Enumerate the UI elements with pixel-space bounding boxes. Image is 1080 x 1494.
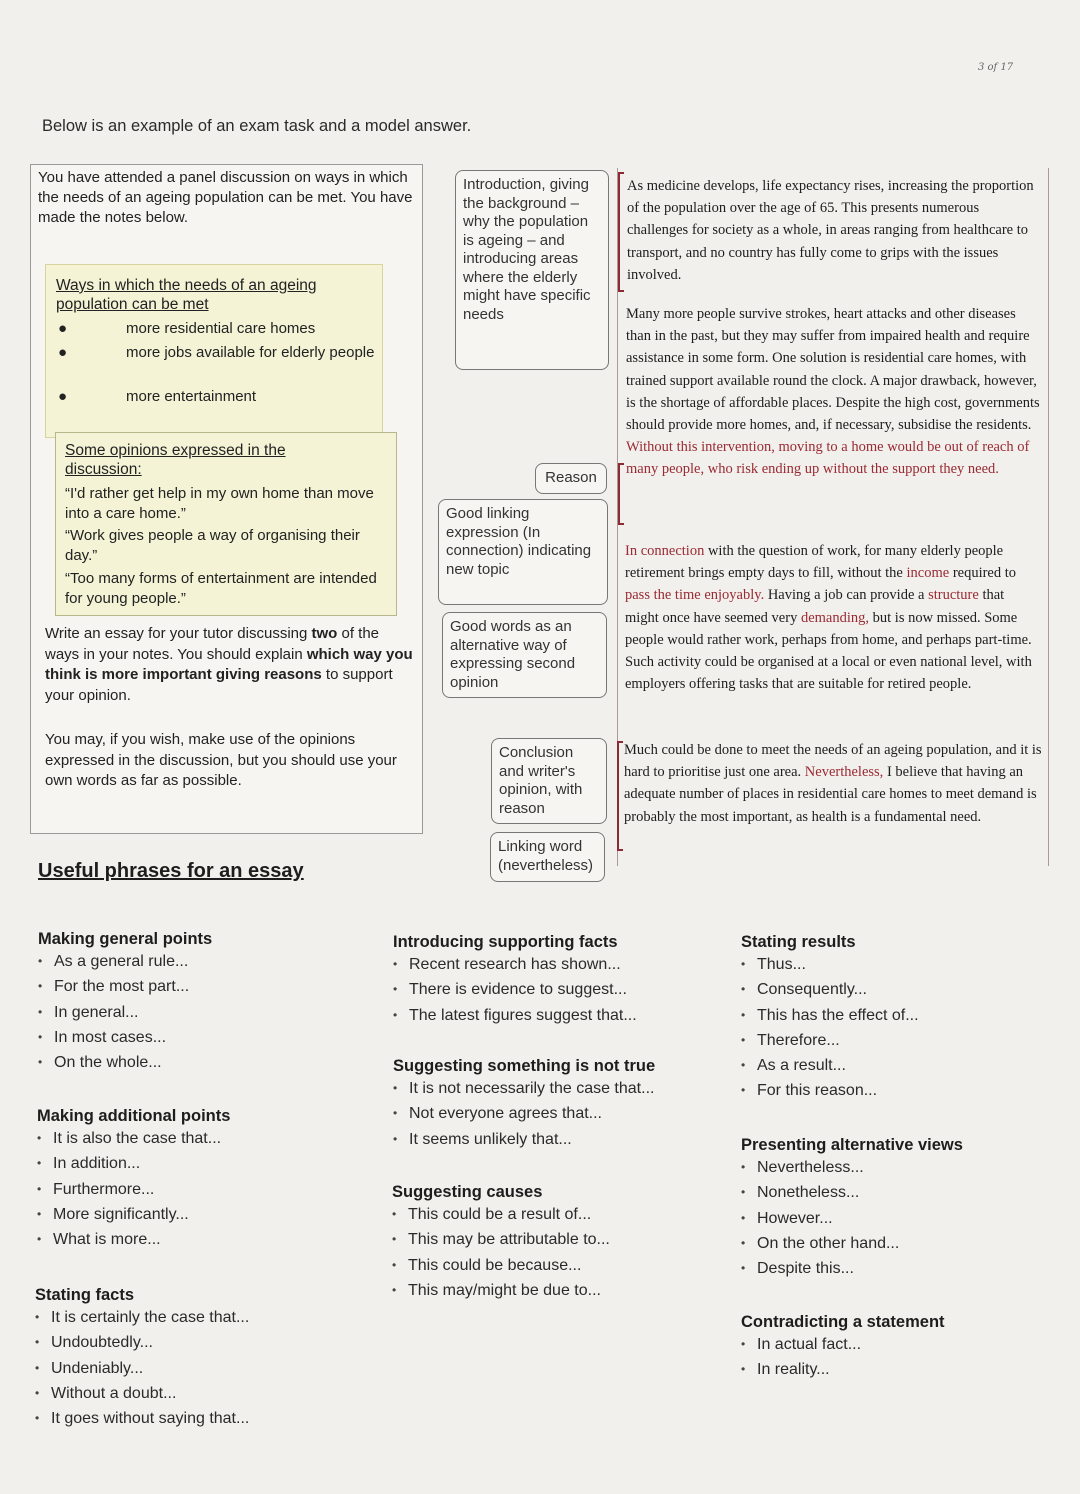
- section-general-points: [38, 930, 368, 1075]
- phrase-item: • For the most part...: [38, 974, 368, 999]
- phrase-item: • Therefore...: [741, 1028, 1061, 1053]
- phrase-item: • More significantly...: [37, 1202, 367, 1227]
- annotation-linking-word: Linking word (nevertheless): [490, 832, 605, 882]
- annotation-linking: Good linking expression (In connection) indicating new topic: [438, 499, 608, 605]
- phrase-list: [741, 952, 1061, 1104]
- section-heading: Stating facts: [35, 1286, 135, 1304]
- bullet-icon: ●: [58, 388, 68, 405]
- opinions-title: Some opinions expressed in the discussion:: [65, 442, 286, 478]
- phrase-item: • This could be because...: [392, 1253, 722, 1278]
- phrase-item: • However...: [741, 1206, 1061, 1231]
- phrase-list: [393, 952, 723, 1028]
- phrase-list: [37, 1126, 367, 1252]
- phrase-item: • Thus...: [741, 952, 1061, 977]
- section-heading: Introducing supporting facts: [393, 933, 618, 951]
- phrase-item: • It goes without saying that...: [35, 1406, 365, 1431]
- phrase-item: • In addition...: [37, 1151, 367, 1176]
- useful-phrases-title: Useful phrases for an essay: [38, 860, 304, 882]
- answer-paragraph-3: In connection with the question of work, for many elderly people retirement brings empty days to fill, without the income required to pass the time enjoyably. Having a job can provide a structure that might once have seemed very demanding, but is now missed. Some people would rather work, perhaps from home, and perhaps part-time. Such activity could be organised at a local or even national level, with employers offering tasks that are suitable for retired people.: [625, 543, 1032, 693]
- section-additional-points: [37, 1107, 367, 1252]
- phrase-item: • This has the effect of...: [741, 1003, 1061, 1028]
- section-stating-facts: [35, 1286, 365, 1431]
- phrase-list: [392, 1202, 722, 1303]
- phrase-item: • It is certainly the case that...: [35, 1305, 365, 1330]
- phrase-item: • It seems unlikely that...: [393, 1127, 723, 1152]
- section-causes: [392, 1183, 722, 1303]
- phrase-item: • In reality...: [741, 1357, 1061, 1382]
- opinion-quote: “Too many forms of entertainment are intended for young people.”: [65, 570, 377, 607]
- phrase-item: • Recent research has shown...: [393, 952, 723, 977]
- section-stating-results: [741, 933, 1061, 1104]
- section-heading: Making additional points: [37, 1107, 231, 1125]
- task-instruction: Write an essay for your tutor discussing two of the ways in your notes. You should explain which way you think is more important giving reasons to support your opinion.: [45, 625, 413, 704]
- phrase-item: • It is not necessarily the case that...: [393, 1076, 723, 1101]
- phrase-item: • In actual fact...: [741, 1332, 1061, 1357]
- phrase-item: • For this reason...: [741, 1078, 1061, 1103]
- phrase-item: • Consequently...: [741, 977, 1061, 1002]
- phrase-item: • On the other hand...: [741, 1231, 1061, 1256]
- answer-paragraph-2: Many more people survive strokes, heart attacks and other diseases than in the past, but they may suffer from impaired health and require assistance in some form. One solution is residential care homes, with trained support available round the clock. A major drawback, however, is the shortage of affordable places. Despite the high cost, governments should provide more homes, and, if necessary, subsidise the residents. Without this intervention, moving to a home would be out of reach of many people, who risk ending up without the support they need.: [626, 306, 1040, 478]
- phrase-item: • As a result...: [741, 1053, 1061, 1078]
- bullet-icon: ●: [58, 344, 68, 361]
- phrase-item: • The latest figures suggest that...: [393, 1003, 723, 1028]
- bracket-conclusion: [617, 741, 623, 851]
- phrase-item: • Without a doubt...: [35, 1381, 365, 1406]
- section-alternative-views: [741, 1136, 1061, 1281]
- answer-paragraph-1: As medicine develops, life expectancy rises, increasing the proportion of the population over the age of 65. This presents numerous challenges for society as a whole, in areas ranging from healthcare to transport, and no country has fully come to grips with the issues involved.: [627, 178, 1034, 283]
- phrase-item: • It is also the case that...: [37, 1126, 367, 1151]
- section-not-true: [393, 1057, 723, 1152]
- phrase-item: • This could be a result of...: [392, 1202, 722, 1227]
- phrase-item: • As a general rule...: [38, 949, 368, 974]
- annotation-reason: Reason: [535, 463, 607, 494]
- bullet-icon: ●: [58, 320, 68, 337]
- phrase-item: • Not everyone agrees that...: [393, 1101, 723, 1126]
- opinion-quote: “Work gives people a way of organising their day.”: [65, 527, 360, 564]
- bracket-introduction: [618, 172, 624, 292]
- phrase-list: [35, 1305, 365, 1431]
- intro-text: Below is an example of an exam task and a model answer.: [42, 117, 472, 135]
- bracket-reason: [618, 463, 624, 525]
- answer-paragraph-4: Much could be done to meet the needs of an ageing population, and it is hard to prioritise just one area. Nevertheless, I believe that having an adequate number of places in residential care homes to meet demand is probably the most important, as health is a fundamental need.: [624, 742, 1042, 825]
- phrase-item: • Nevertheless...: [741, 1155, 1061, 1180]
- section-heading: Suggesting something is not true: [393, 1057, 656, 1075]
- annotation-introduction: Introduction, giving the background – why the population is ageing – and introducing areas where the elderly might have specific needs: [455, 170, 609, 370]
- phrase-item: • This may/might be due to...: [392, 1278, 722, 1303]
- phrase-list: [741, 1332, 1061, 1383]
- phrase-item: • Undoubtedly...: [35, 1330, 365, 1355]
- annotation-conclusion: Conclusion and writer's opinion, with reason: [491, 738, 607, 824]
- notes-title: Ways in which the needs of an ageing population can be met: [56, 277, 317, 313]
- phrase-list: [393, 1076, 723, 1152]
- phrase-item: • Furthermore...: [37, 1177, 367, 1202]
- section-contradicting: [741, 1313, 1061, 1383]
- section-supporting-facts: [393, 933, 723, 1028]
- section-heading: Presenting alternative views: [741, 1136, 963, 1154]
- section-heading: Suggesting causes: [392, 1183, 543, 1201]
- phrase-list: [38, 949, 368, 1075]
- phrase-item: • Nonetheless...: [741, 1180, 1061, 1205]
- phrase-item: • Despite this...: [741, 1256, 1061, 1281]
- phrase-item: • In most cases...: [38, 1025, 368, 1050]
- task-prompt: You have attended a panel discussion on ways in which the needs of an ageing population can be met. You have made the notes below.: [38, 169, 413, 226]
- page-number: 3 of 17: [978, 62, 1014, 73]
- phrase-item: • What is more...: [37, 1227, 367, 1252]
- section-heading: Making general points: [38, 930, 213, 948]
- phrase-item: • There is evidence to suggest...: [393, 977, 723, 1002]
- phrase-item: • This may be attributable to...: [392, 1227, 722, 1252]
- opinion-quote: “I'd rather get help in my own home than move into a care home.”: [65, 485, 374, 522]
- phrase-list: [741, 1155, 1061, 1281]
- task-optional-note: You may, if you wish, make use of the opinions expressed in the discussion, but you should use your own words as far as possible.: [45, 731, 397, 789]
- phrase-item: • On the whole...: [38, 1050, 368, 1075]
- section-heading: Stating results: [741, 933, 856, 951]
- phrase-item: • Undeniably...: [35, 1356, 365, 1381]
- phrase-item: • In general...: [38, 1000, 368, 1025]
- annotation-alternative: Good words as an alternative way of expressing second opinion: [442, 612, 607, 698]
- section-heading: Contradicting a statement: [741, 1313, 945, 1331]
